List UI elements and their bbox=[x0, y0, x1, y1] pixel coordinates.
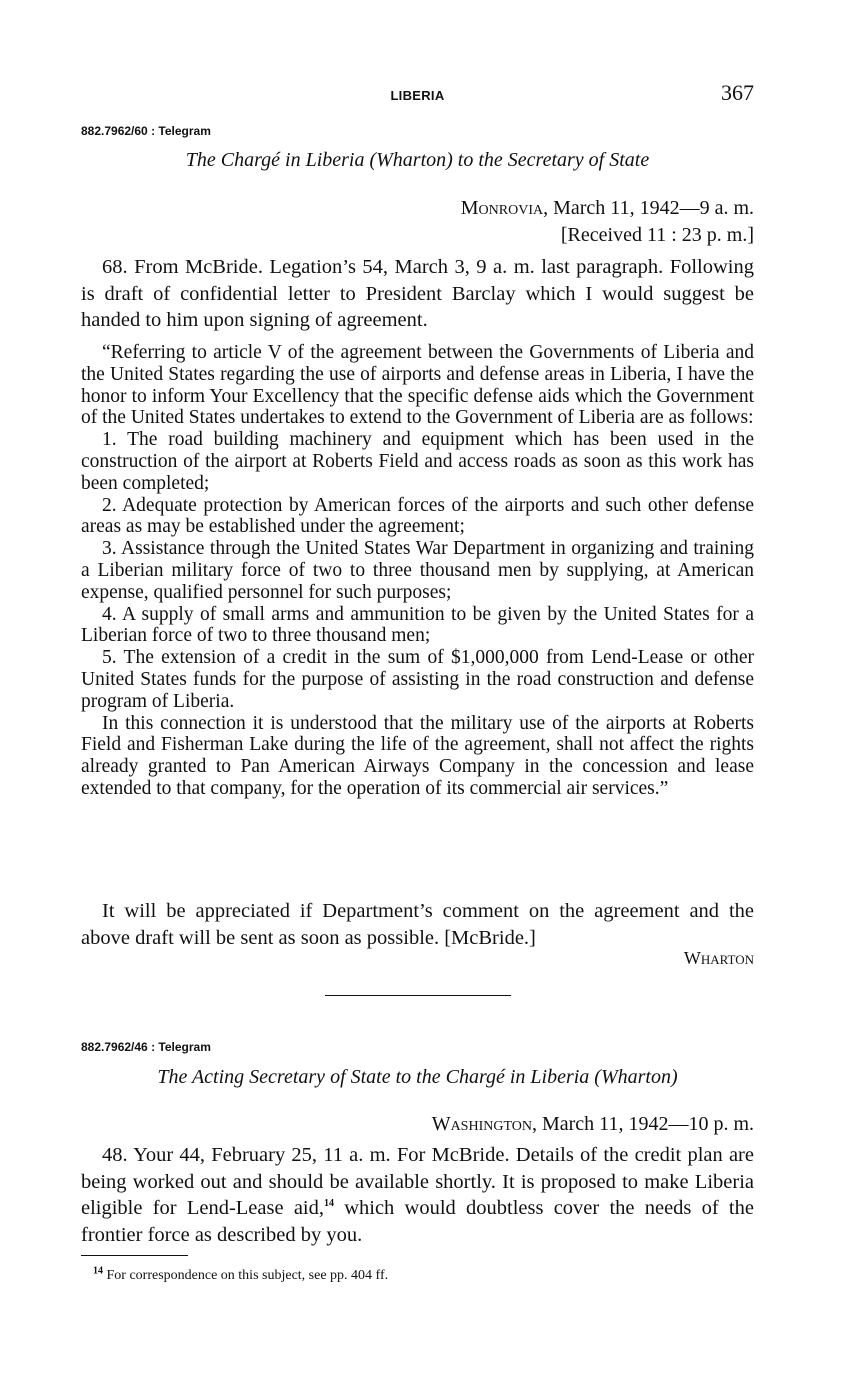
heading-name: Wharton bbox=[600, 1066, 671, 1088]
dateline-time: March 11, 1942—9 a. m. bbox=[548, 197, 754, 219]
signature: Wharton bbox=[683, 948, 754, 968]
telegram-body-2 bbox=[81, 1142, 754, 1248]
dateline-place: Monrovia, bbox=[460, 197, 549, 219]
defense-aid-item-1: 1. The road building machinery and equipment which has been used in the construction of the airport at Roberts Field and access roads as soon as this work has been completed; bbox=[81, 429, 754, 494]
footnote-text: For correspondence on this subject, see pp. 404 ff. bbox=[103, 1268, 389, 1283]
running-head bbox=[81, 80, 754, 110]
defense-aid-item-5: 5. The extension of a credit in the sum of $1,000,000 from Lend-Lease or other United States funds for the purpose of assisting in the road construction and defense program of Liberia. bbox=[81, 647, 754, 712]
defense-aid-item-4: 4. A supply of small arms and ammunition to be given by the United States for a Liberian force of two to three thousand men; bbox=[81, 603, 754, 647]
heading-name: Wharton bbox=[376, 149, 447, 171]
document-heading-2: The Acting Secretary of State to the Chargé in Liberia (Wharton) bbox=[157, 1066, 678, 1088]
footnote-mark: 14 bbox=[93, 1265, 103, 1277]
section-divider bbox=[325, 995, 511, 996]
dateline-1 bbox=[81, 197, 754, 220]
quote-intro: “Referring to article V of the agreement between the Governments of Liberia and the United States regarding the use of airports and defense areas in Liberia, I have the honor to inform Your Excellency that the specific defense aids which the Government of the United States undertakes to extend to the Government of Liberia are as follows: bbox=[81, 342, 754, 429]
dateline-time: March 11, 1942—10 p. m. bbox=[536, 1113, 754, 1135]
closing-paragraph: It will be appreciated if Department’s comment on the agreement and the above draft will be sent as soon as possible. [McBride.] bbox=[81, 900, 754, 949]
telegram-closing bbox=[81, 898, 754, 951]
dateline-place: Washington, bbox=[431, 1113, 537, 1135]
opening-paragraph: 68. From McBride. Legation’s 54, March 3, 9 a. m. last paragraph. Following is draft of confidential letter to President Barclay which I would suggest be handed to him upon signing of agreement. bbox=[81, 256, 754, 331]
footnote-rule bbox=[81, 1255, 188, 1256]
quoted-letter bbox=[81, 342, 754, 800]
file-reference-2: 882.7962/46 : Telegram bbox=[81, 1040, 211, 1054]
file-reference-1: 882.7962/60 : Telegram bbox=[81, 124, 211, 138]
defense-aid-item-3: 3. Assistance through the United States War Department in organizing and training a Liberian military force of two to three thousand men by supplying, at American expense, qualified personnel for such purposes; bbox=[81, 538, 754, 603]
page-number: 367 bbox=[721, 80, 754, 105]
footnote bbox=[81, 1266, 754, 1286]
footnote-reference: 14 bbox=[323, 1198, 334, 1210]
quote-closing: In this connection it is understood that the military use of the airports at Roberts Field and Fisherman Lake during the life of the agreement, shall not affect the rights already granted to Pan American Airways Company in the concession and lease extended to that company, for the operation of its commercial air services.” bbox=[81, 712, 754, 799]
received-line: [Received 11 : 23 p. m.] bbox=[560, 224, 754, 246]
running-title: LIBERIA bbox=[390, 88, 445, 103]
dateline-2 bbox=[81, 1113, 754, 1136]
defense-aid-item-2: 2. Adequate protection by American forces of the airports and such other defense areas as may be established under the agreement; bbox=[81, 494, 754, 538]
body-paragraph: 48. Your 44, February 25, 11 a. m. For McBride. Details of the credit plan are being worked out and should be available shortly. It is proposed to make Liberia eligible for Lend-Lease aid,$^{14}$ which would doubtless cover the needs of the frontier force as described by you. bbox=[81, 1144, 754, 1246]
telegram-opening bbox=[81, 254, 754, 334]
document-heading-1: The Chargé in Liberia (Wharton) to the Secretary of State bbox=[185, 149, 650, 171]
